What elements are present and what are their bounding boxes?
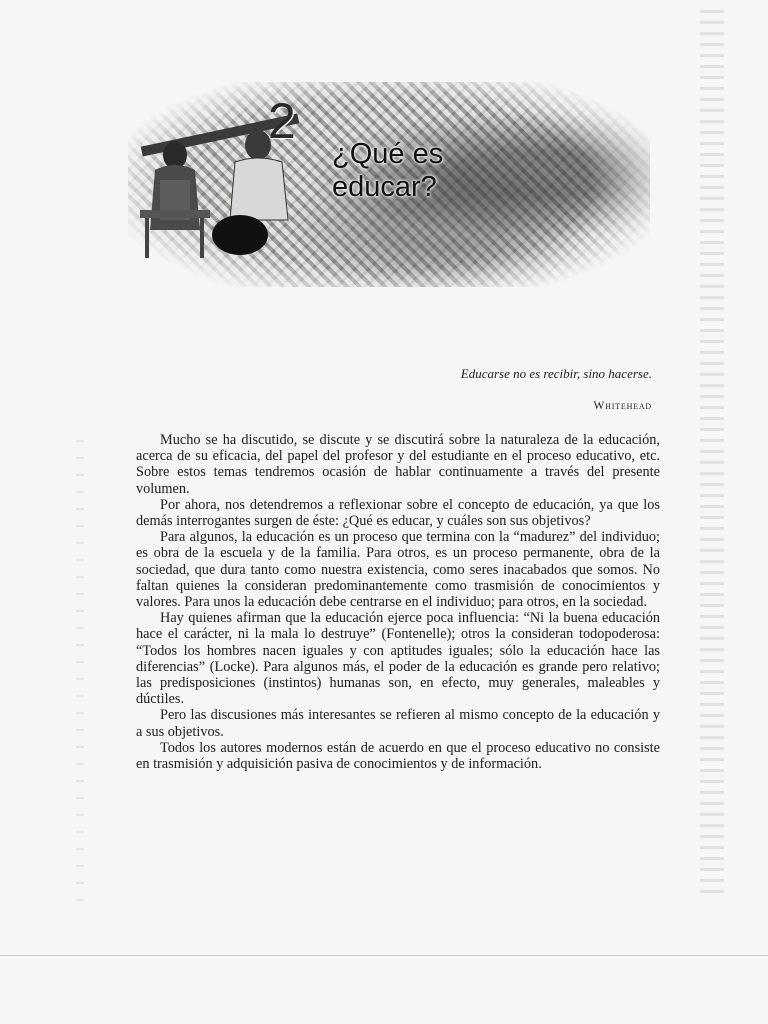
paragraph: Todos los autores modernos están de acuerdo en que el proceso educativo no consiste en trasmisión y adquisición pasiva de conocimientos y de información. <box>136 739 660 773</box>
chapter-title: ¿Qué es educar? <box>332 138 444 203</box>
epigraph-quote: Educarse no es recibir, sino hacerse. <box>460 366 652 381</box>
paragraph: Hay quienes afirman que la educación ejerce poca influencia: “Ni la buena educación hace el carácter, ni la mala lo destruye” (Fontenelle); otros la consideran todopoderosa: “Todos los hombres nacen iguales y con aptitudes iguales; sólo la educación hace las diferencias” (Locke). Para algunos más, el poder de la educación es grande pero relativo; las predisposiciones (instintos) humanas son, en efecto, muy generales, maleables y dúctiles. <box>136 610 660 708</box>
chapter-body <box>136 432 660 772</box>
chapter-number: 2 <box>268 93 296 149</box>
paragraph: Pero las discusiones más interesantes se refieren al mismo concepto de la educación y a sus objetivos. <box>136 707 660 740</box>
paragraph: Mucho se ha discutido, se discute y se discutirá sobre la naturaleza de la educación, acerca de su eficacia, del papel del profesor y del estudiante en el proceso educativo, etc. Sobre estos temas tendremos ocasión de hablar continuamente a través del presente volumen. <box>136 432 660 497</box>
scan-margin-noise <box>76 440 84 910</box>
epigraph-author: Whitehead <box>593 400 652 412</box>
scan-edge-noise <box>700 10 724 900</box>
page-bottom-edge <box>0 955 768 956</box>
paragraph: Por ahora, nos detendremos a reflexionar sobre el concepto de educación, ya que los demás interrogantes surgen de éste: ¿Qué es educar, y cuáles son sus objetivos? <box>136 496 660 530</box>
paragraph: Para algunos, la educación es un proceso que termina con la “madurez” del individuo; es obra de la escuela y de la familia. Para otros, es un proceso permanente, obra de la sociedad, que dura tanto como nuestra existencia, como seres inacabados que somos. No faltan quienes la consideran predominantemente como trasmisión de conocimientos y valores. Para unos la educación debe centrarse en el individuo; para otros, en la sociedad. <box>136 529 660 611</box>
